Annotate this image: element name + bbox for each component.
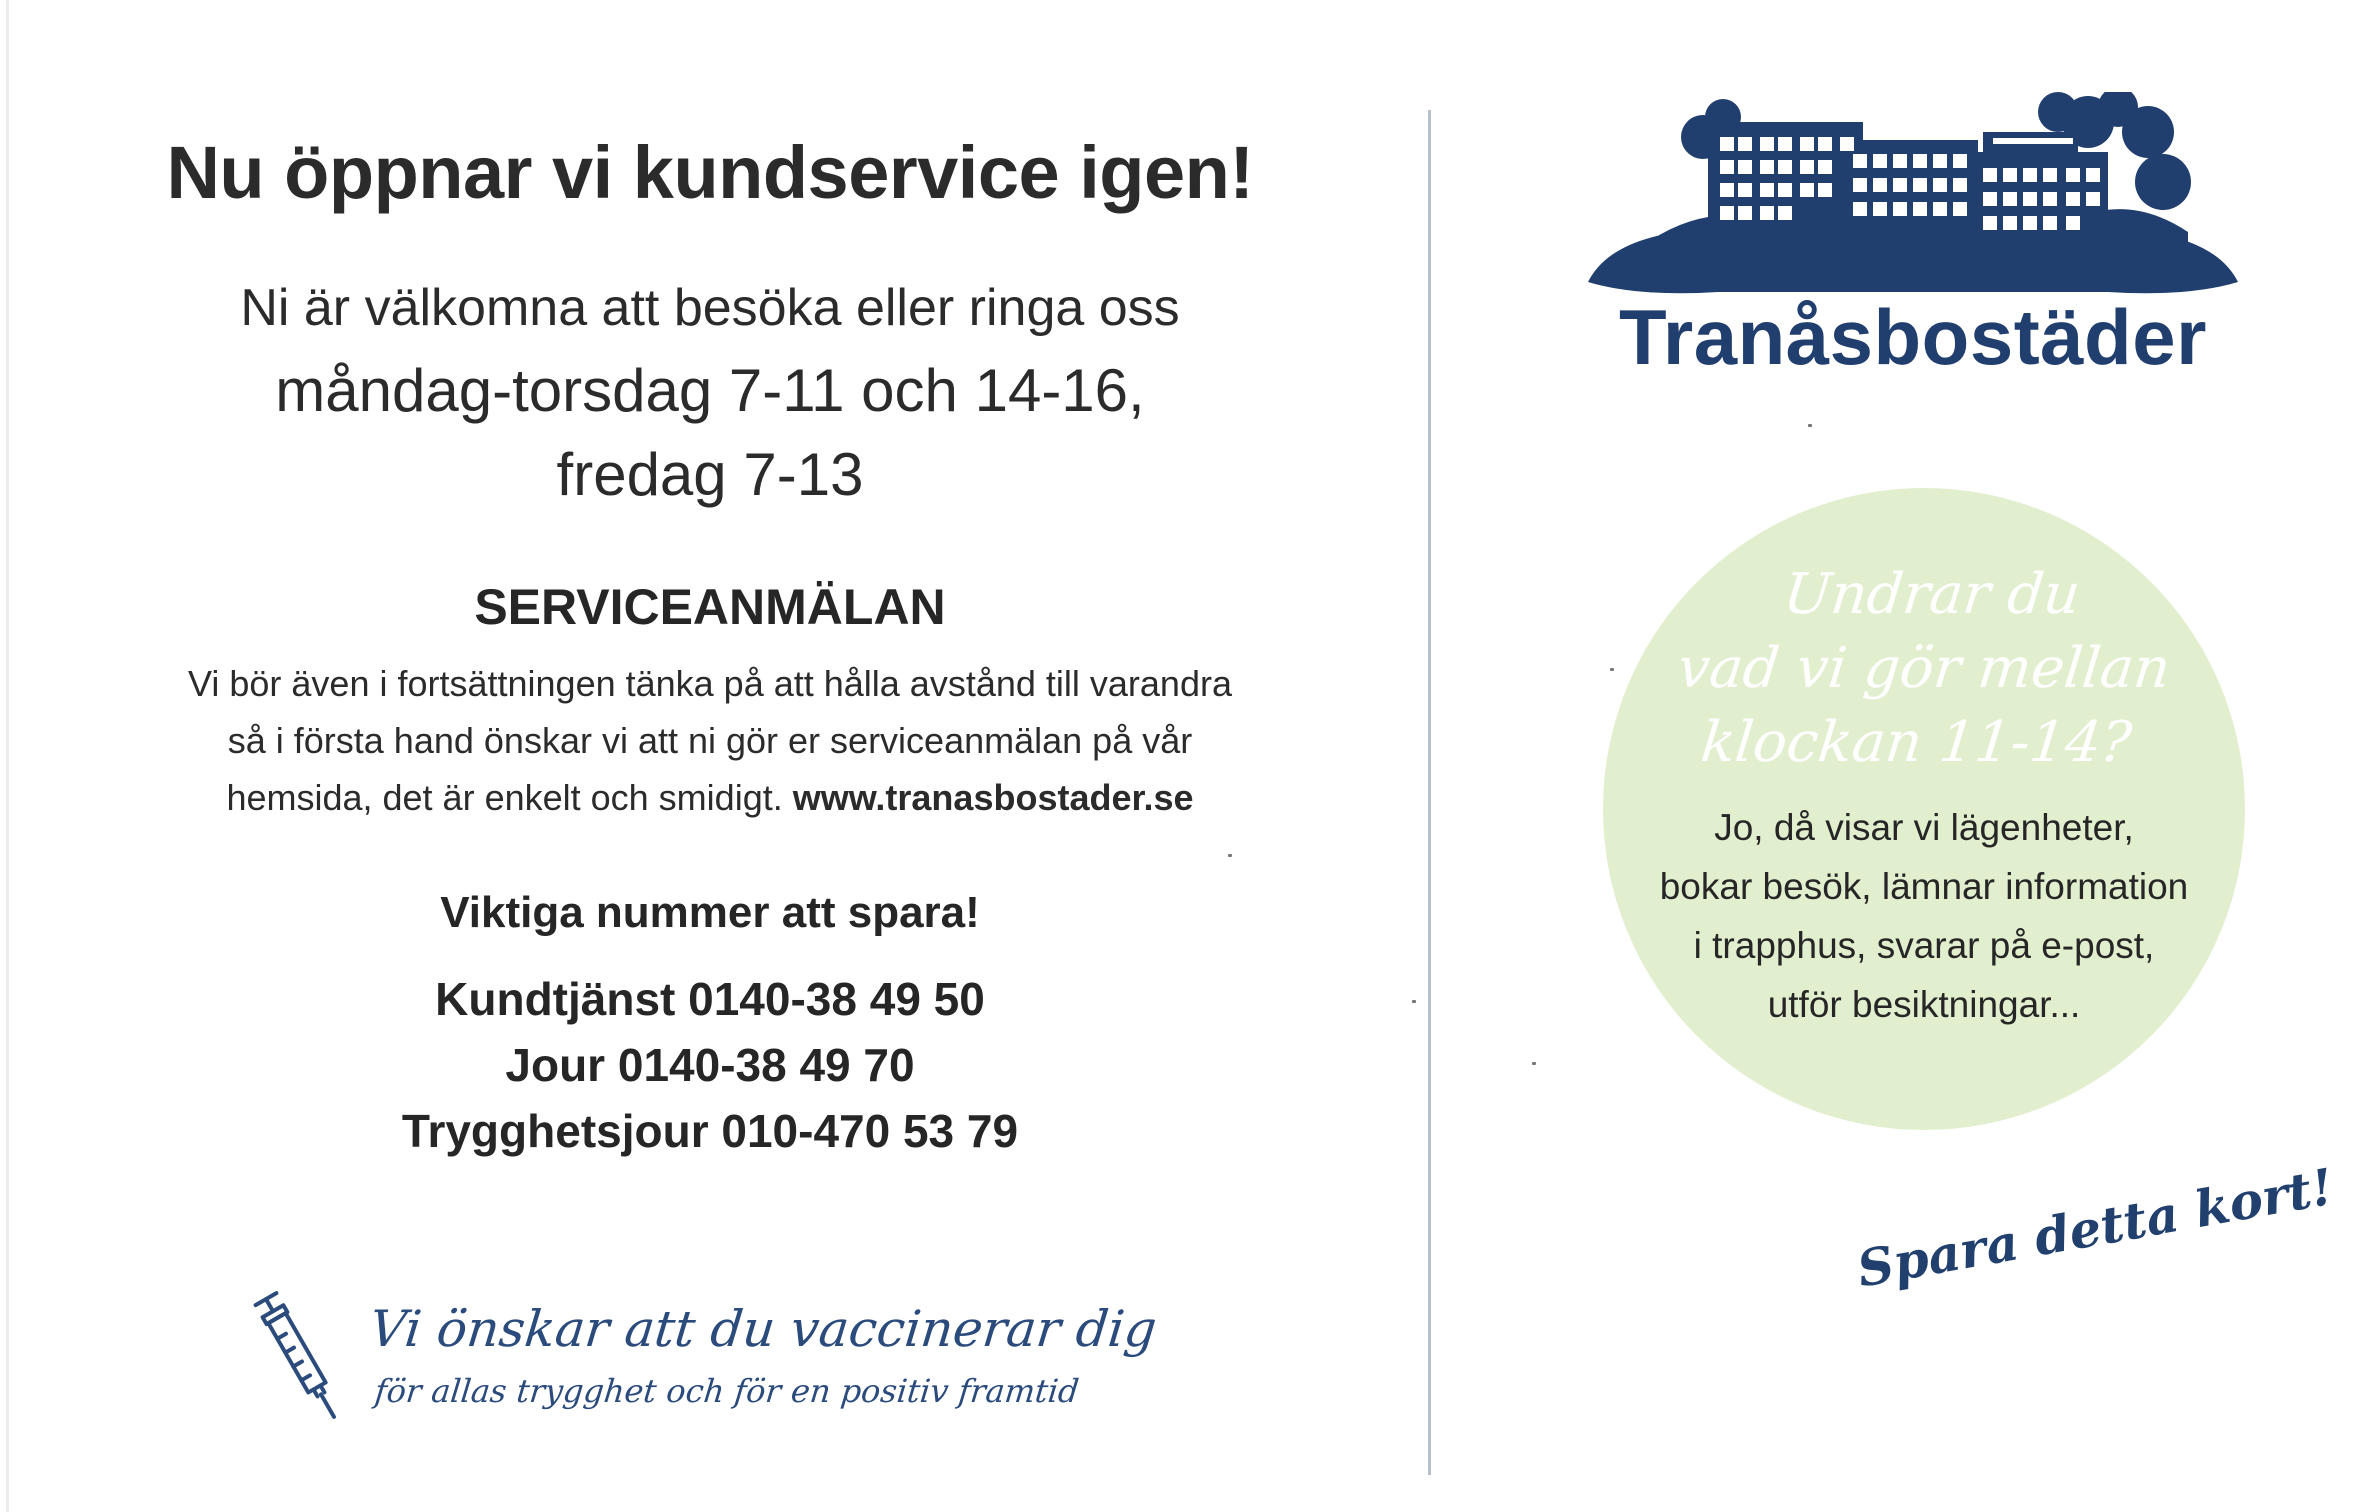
divider [1428, 110, 1431, 1475]
vaccine-main-text: Vi önskar att du vaccinerar dig [366, 1300, 1160, 1358]
circle-title-line-1: Undrar du [1780, 562, 2084, 627]
phone-numbers [60, 966, 1360, 1164]
save-card-text: Spara detta kort! [1852, 1156, 2338, 1299]
vaccine-message [250, 1280, 1160, 1430]
company-logo [1588, 92, 2238, 402]
building-logo-icon [1588, 92, 2238, 302]
numbers-heading: Viktiga nummer att spara! [440, 888, 980, 937]
phone-customer-service: Kundtjänst 0140-38 49 50 [435, 973, 985, 1025]
service-text [60, 655, 1360, 826]
scan-speck [1532, 1062, 1536, 1065]
circle-title-line-2: vad vi gör mellan [1674, 636, 2174, 701]
service-heading: SERVICEANMÄLAN [474, 579, 946, 635]
scan-speck [1412, 1000, 1416, 1003]
vaccine-sub-text: för allas trygghet och för en positiv framtid [373, 1372, 1081, 1410]
opening-hours-friday: fredag 7-13 [556, 441, 864, 508]
scan-speck [1808, 424, 1812, 427]
service-text-line-3-text: hemsida, det är enkelt och smidigt. [226, 777, 783, 818]
scan-speck [1228, 854, 1232, 857]
service-text-line-3 [60, 769, 1360, 826]
phone-emergency: Jour 0140-38 49 70 [505, 1039, 915, 1091]
circle-text-line-3: i trapphus, svarar på e-post, [1693, 925, 2155, 966]
circle-title [1631, 558, 2216, 780]
circle-text-line-2: bokar besök, lämnar information [1659, 866, 2189, 907]
syringe-icon [250, 1288, 350, 1428]
logo-wordmark: Tranåsbostäder [1619, 293, 2207, 381]
phone-safety-emergency: Trygghetsjour 010-470 53 79 [401, 1105, 1019, 1157]
opening-hours-weekdays: måndag-torsdag 7-11 och 14-16, [275, 357, 1145, 424]
info-circle [1603, 488, 2245, 1130]
headline: Nu öppnar vi kundservice igen! [166, 131, 1254, 214]
scan-speck [1610, 668, 1614, 671]
circle-title-line-3: klockan 11-14? [1698, 710, 2135, 775]
service-text-line-2: så i första hand önskar vi att ni gör er serviceanmälan på vår [227, 720, 1193, 761]
website-url[interactable]: www.tranasbostader.se [792, 777, 1194, 818]
card-edge [6, 0, 9, 1512]
circle-text-line-1: Jo, då visar vi lägenheter, [1714, 807, 2134, 848]
intro-text: Ni är välkomna att besöka eller ringa oss [240, 279, 1180, 337]
service-text-line-1: Vi bör även i fortsättningen tänka på att hålla avstånd till varandra [188, 663, 1232, 704]
circle-text-line-4: utför besiktningar... [1767, 984, 2081, 1025]
circle-text [1613, 798, 2235, 1034]
